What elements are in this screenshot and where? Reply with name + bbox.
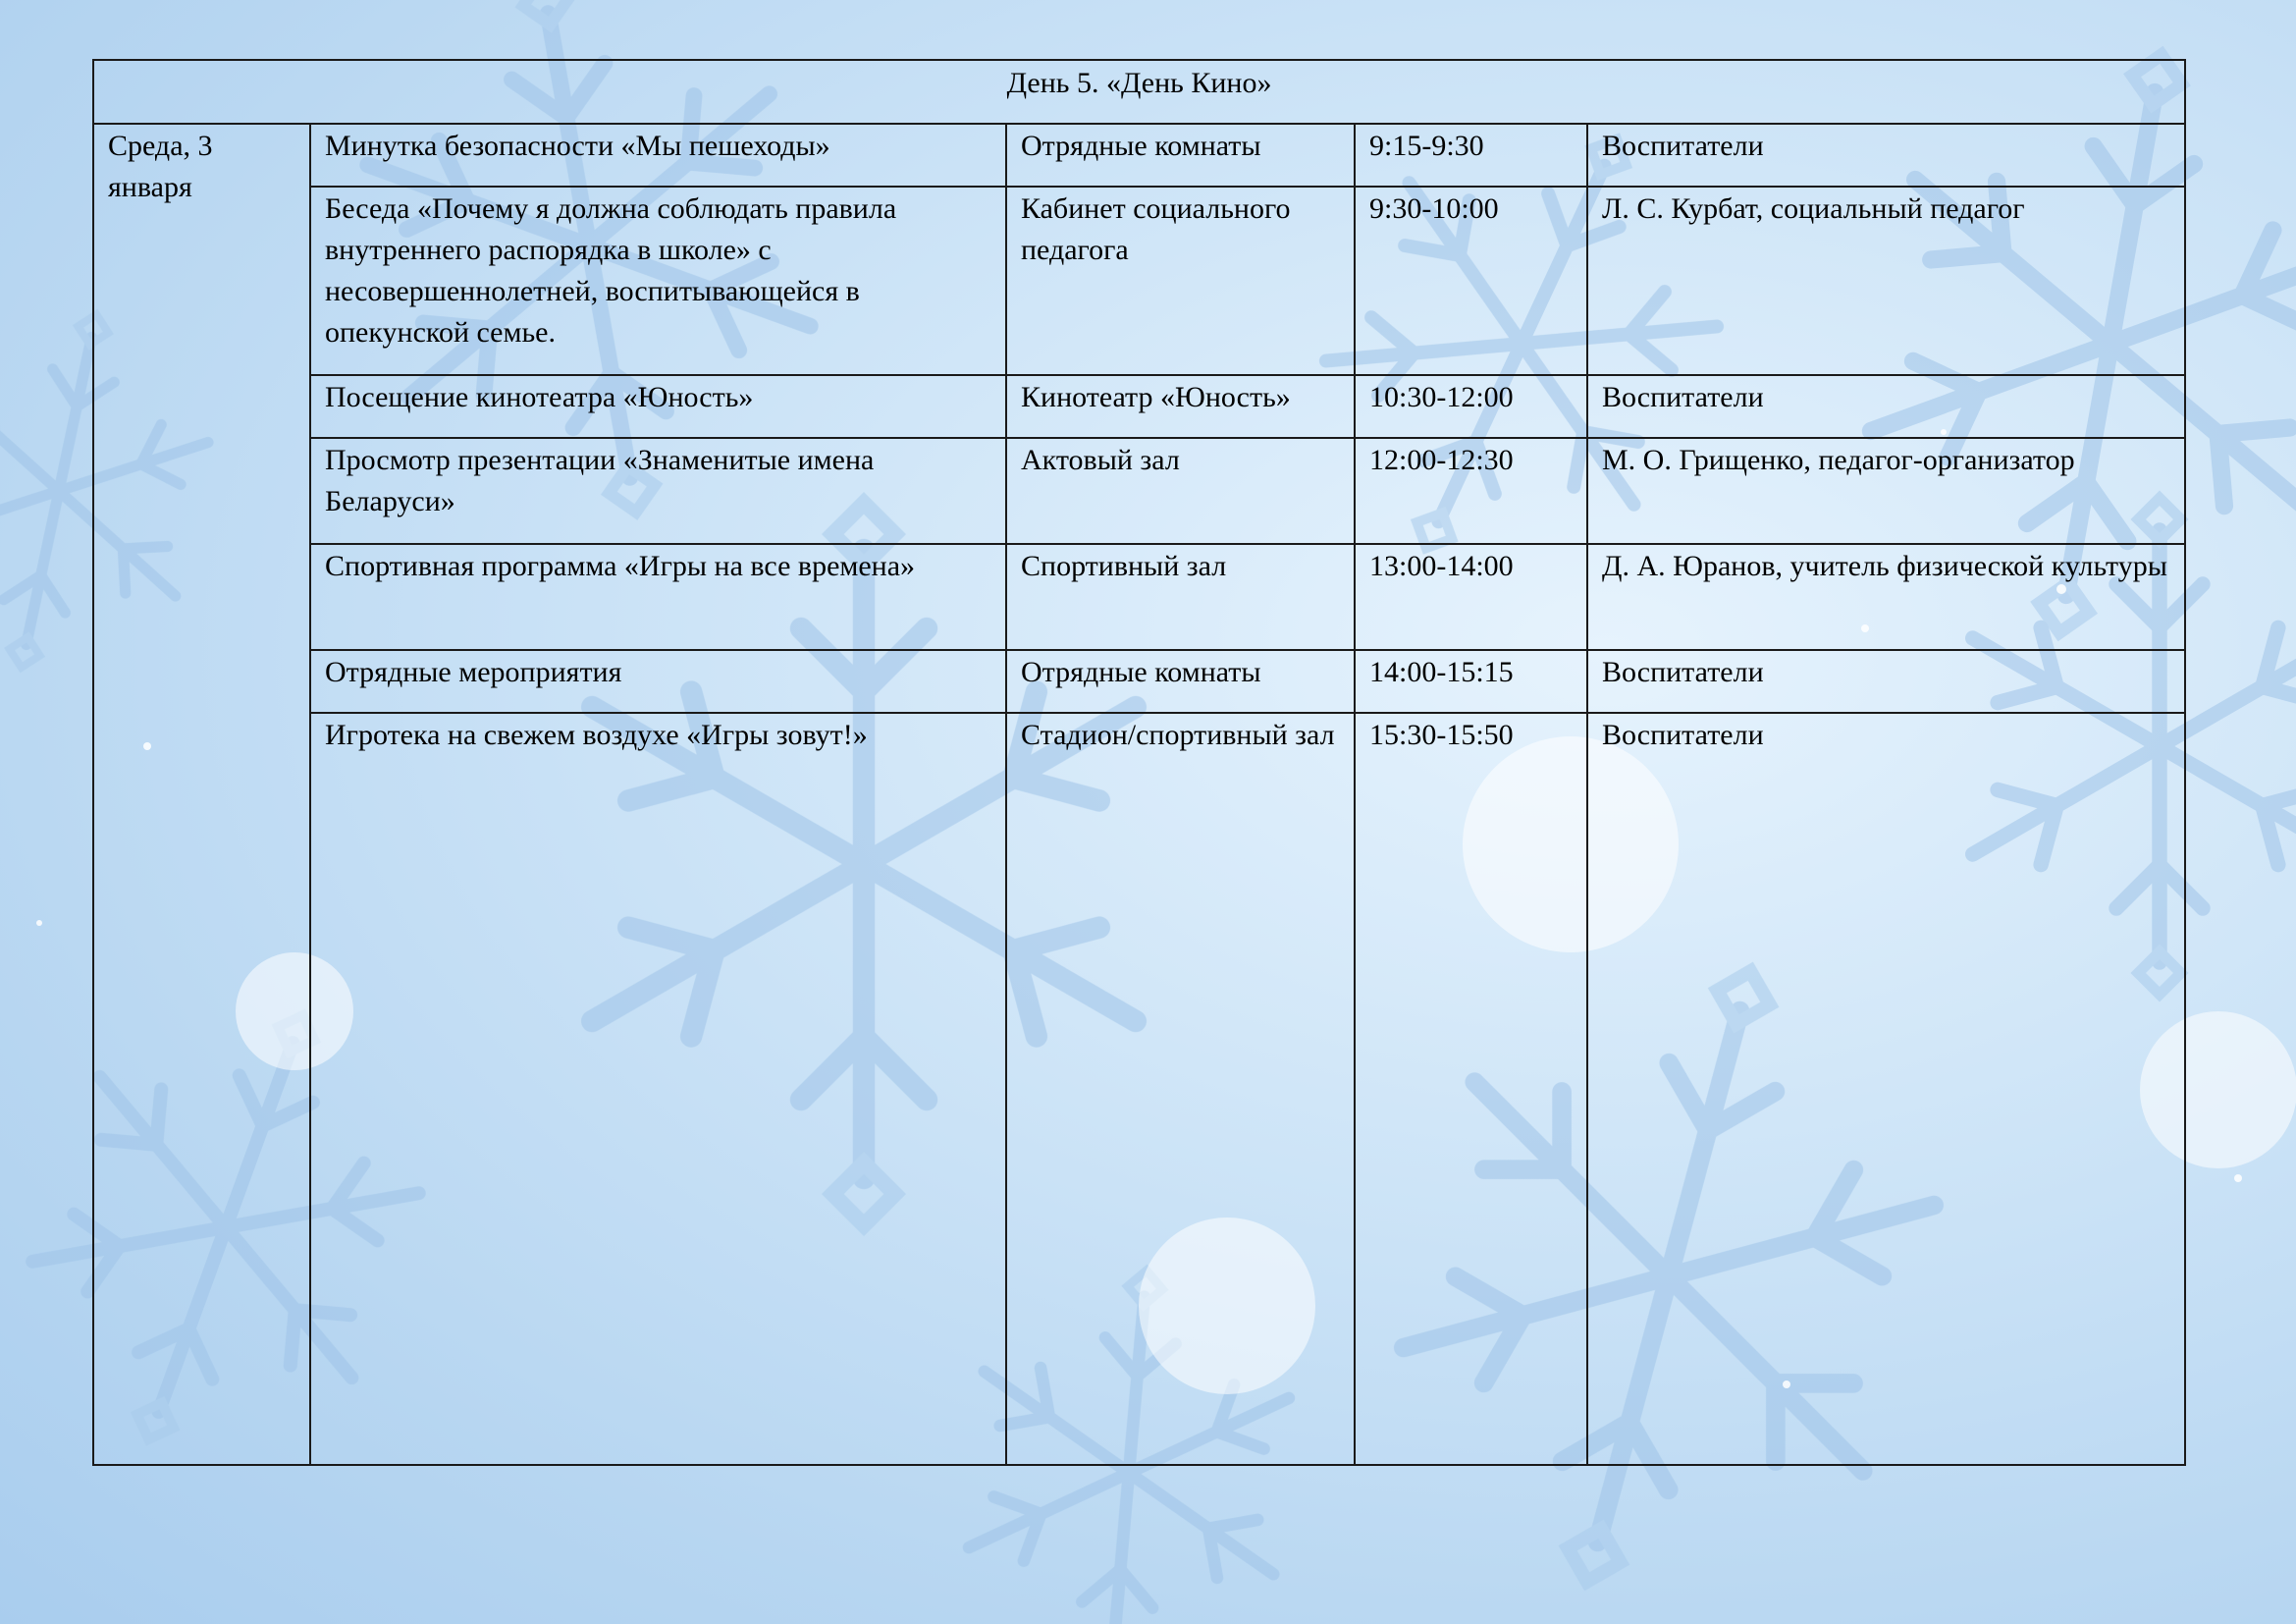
event-text: Игротека на свежем воздухе «Игры зовут!» bbox=[325, 719, 868, 751]
time-text: 13:00-14:00 bbox=[1369, 550, 1514, 582]
responsible-text: Л. С. Курбат, социальный педагог bbox=[1602, 192, 2025, 225]
date-cell bbox=[93, 124, 310, 1465]
place-text: Спортивный зал bbox=[1021, 550, 1227, 582]
date-text: Среда, 3 января bbox=[108, 130, 213, 203]
event-text: Отрядные мероприятия bbox=[325, 656, 622, 688]
place-text: Отрядные комнаты bbox=[1021, 656, 1261, 688]
time-cell bbox=[1355, 375, 1587, 438]
place-text: Кабинет социального педагога bbox=[1021, 192, 1291, 266]
responsible-text: Воспитатели bbox=[1602, 719, 1764, 751]
table-title-row bbox=[93, 60, 2185, 124]
event-text: Посещение кинотеатра «Юность» bbox=[325, 381, 754, 413]
place-text: Отрядные комнаты bbox=[1021, 130, 1261, 162]
event-text: Спортивная программа «Игры на все времена» bbox=[325, 550, 916, 582]
responsible-cell bbox=[1587, 187, 2185, 375]
table-row bbox=[93, 187, 2185, 375]
responsible-cell bbox=[1587, 650, 2185, 713]
time-text: 9:30-10:00 bbox=[1369, 192, 1499, 225]
event-text: Просмотр презентации «Знаменитые имена Беларуси» bbox=[325, 444, 875, 517]
responsible-cell bbox=[1587, 375, 2185, 438]
time-cell bbox=[1355, 187, 1587, 375]
event-text: Минутка безопасности «Мы пешеходы» bbox=[325, 130, 830, 162]
event-cell bbox=[310, 544, 1006, 650]
table-row bbox=[93, 438, 2185, 544]
place-cell bbox=[1006, 375, 1355, 438]
time-text: 12:00-12:30 bbox=[1369, 444, 1514, 476]
event-text: Беседа «Почему я должна соблюдать правила внутреннего распорядка в школе» с несовершеннолетней, воспитывающейся в опекунской семье. bbox=[325, 192, 897, 349]
place-text: Кинотеатр «Юность» bbox=[1021, 381, 1291, 413]
place-text: Актовый зал bbox=[1021, 444, 1180, 476]
event-cell bbox=[310, 375, 1006, 438]
schedule-table-container bbox=[92, 59, 2184, 1466]
responsible-cell bbox=[1587, 713, 2185, 1465]
time-text: 9:15-9:30 bbox=[1369, 130, 1484, 162]
place-cell bbox=[1006, 187, 1355, 375]
place-cell bbox=[1006, 650, 1355, 713]
responsible-text: Воспитатели bbox=[1602, 656, 1764, 688]
time-text: 10:30-12:00 bbox=[1369, 381, 1514, 413]
time-cell bbox=[1355, 124, 1587, 187]
responsible-cell bbox=[1587, 544, 2185, 650]
event-cell bbox=[310, 124, 1006, 187]
place-cell bbox=[1006, 438, 1355, 544]
responsible-text: Воспитатели bbox=[1602, 130, 1764, 162]
time-text: 15:30-15:50 bbox=[1369, 719, 1514, 751]
day-title bbox=[93, 60, 2185, 124]
time-cell bbox=[1355, 650, 1587, 713]
schedule-table bbox=[92, 59, 2186, 1466]
place-cell bbox=[1006, 124, 1355, 187]
time-text: 14:00-15:15 bbox=[1369, 656, 1514, 688]
table-row bbox=[93, 375, 2185, 438]
table-row bbox=[93, 713, 2185, 1465]
place-cell bbox=[1006, 544, 1355, 650]
responsible-cell bbox=[1587, 124, 2185, 187]
responsible-cell bbox=[1587, 438, 2185, 544]
event-cell bbox=[310, 187, 1006, 375]
place-text: Стадион/спортивный зал bbox=[1021, 719, 1335, 751]
place-cell bbox=[1006, 713, 1355, 1465]
table-row bbox=[93, 650, 2185, 713]
responsible-text: Воспитатели bbox=[1602, 381, 1764, 413]
table-row bbox=[93, 124, 2185, 187]
time-cell bbox=[1355, 544, 1587, 650]
event-cell bbox=[310, 713, 1006, 1465]
event-cell bbox=[310, 438, 1006, 544]
responsible-text: М. О. Грищенко, педагог-организатор bbox=[1602, 444, 2075, 476]
table-row bbox=[93, 544, 2185, 650]
time-cell bbox=[1355, 438, 1587, 544]
responsible-text: Д. А. Юранов, учитель физической культуры bbox=[1602, 550, 2167, 582]
time-cell bbox=[1355, 713, 1587, 1465]
event-cell bbox=[310, 650, 1006, 713]
day-title-text: День 5. «День Кино» bbox=[1006, 67, 1272, 99]
